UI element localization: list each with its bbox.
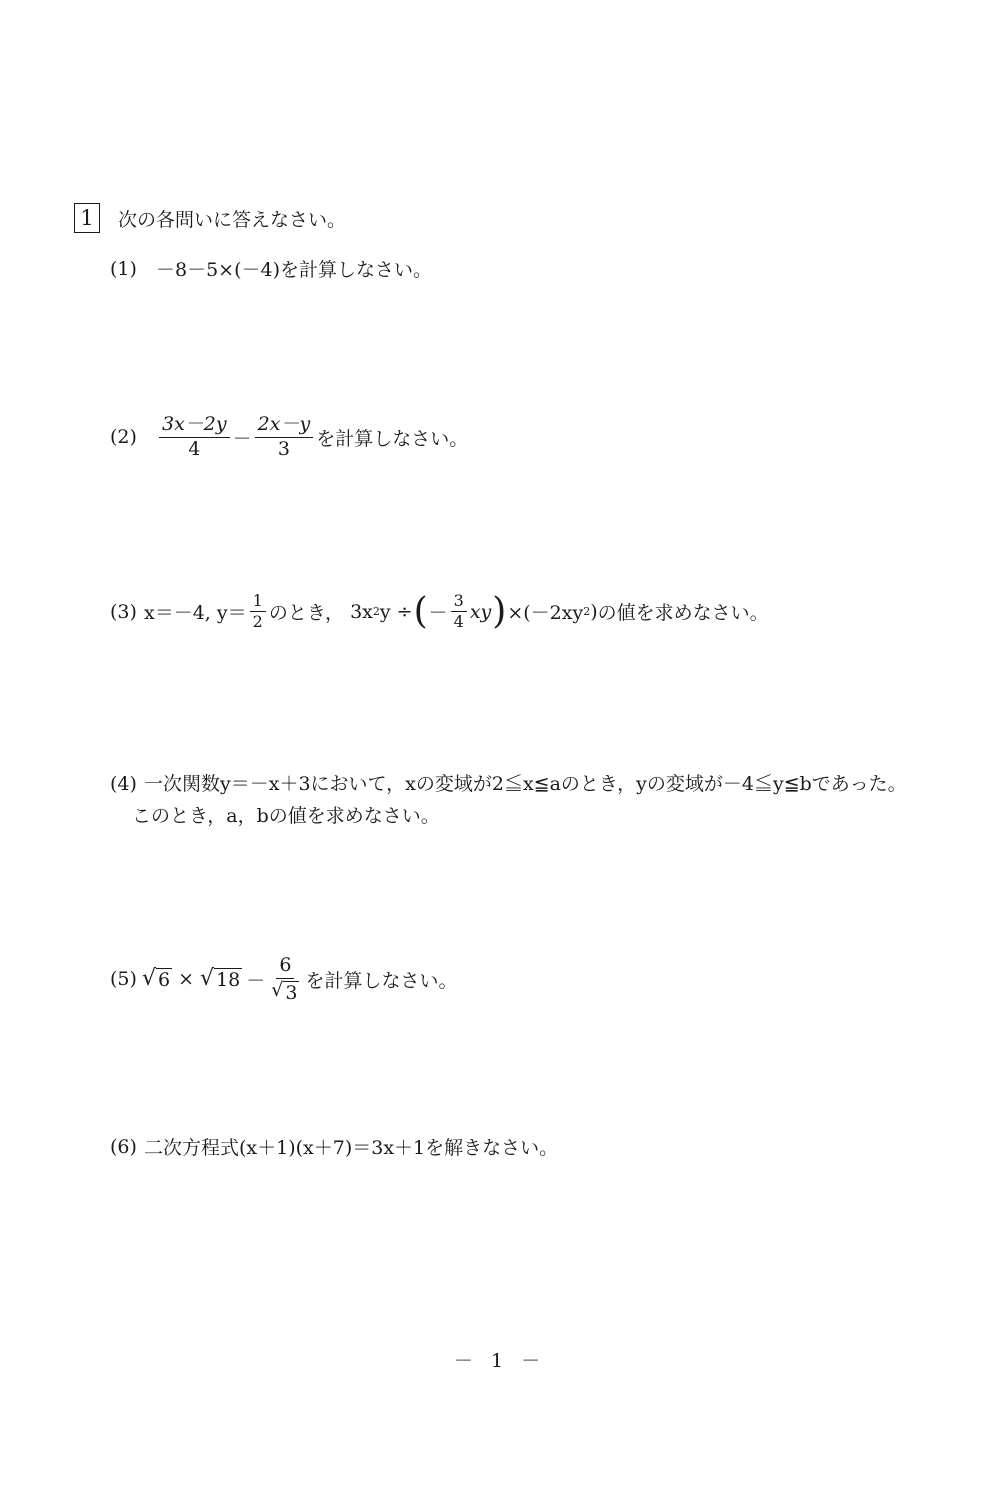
- radicand: 3: [285, 981, 298, 1004]
- term-1b: y ÷: [379, 600, 413, 623]
- question-label: (4): [110, 773, 137, 795]
- question-label: (3): [110, 600, 137, 623]
- question-text: を計算しなさい。: [305, 969, 458, 992]
- question-label: (2): [110, 426, 137, 449]
- page-number: － 1 －: [453, 1350, 547, 1372]
- fraction-denominator: 2: [252, 612, 263, 632]
- question-text-line-1: 一次関数y＝－x＋3において，xの変域が2≦x≦aのとき，yの変域が－4≦y≦bであった。: [144, 773, 907, 795]
- question-text: の値を求めなさい。: [597, 602, 769, 625]
- left-paren: (: [413, 590, 428, 632]
- minus-sign: －: [232, 427, 252, 450]
- question-label: (5): [110, 968, 137, 991]
- sqrt-3: [271, 978, 299, 1004]
- radical-icon: √: [271, 978, 284, 1001]
- question-4: [110, 768, 907, 832]
- question-2: [110, 414, 468, 461]
- section-instruction: 次の各問いに答えなさい。: [118, 208, 347, 231]
- question-label: (6): [110, 1135, 137, 1158]
- root-fraction: [268, 955, 302, 1004]
- question-6: [110, 1133, 558, 1160]
- question-text-line-2: このとき，a，bの値を求めなさい。: [132, 805, 440, 827]
- fraction-denominator: 3: [277, 437, 290, 460]
- exponent: 2: [372, 605, 380, 619]
- fraction-numerator: 1: [250, 592, 266, 612]
- condition-text: x＝－4, y＝: [144, 602, 247, 625]
- term-1: 3x: [350, 600, 373, 623]
- fraction-numerator: 2x－y: [255, 414, 314, 438]
- times-sign: ×: [178, 968, 195, 991]
- coefficient-fraction: [451, 592, 467, 632]
- question-1: [110, 255, 432, 282]
- fraction-denominator: [268, 979, 302, 1004]
- fraction-1: [159, 414, 230, 461]
- question-text: を計算しなさい。: [316, 427, 469, 450]
- fraction-numerator: 6: [276, 955, 294, 979]
- section-header: [74, 203, 346, 233]
- right-paren: ): [492, 590, 507, 632]
- question-text: 二次方程式(x＋1)(x＋7)＝3x＋1を解きなさい。: [144, 1137, 559, 1159]
- fraction-numerator: 3: [451, 592, 467, 612]
- question-text: を計算しなさい。: [280, 259, 433, 281]
- minus-sign: －: [246, 969, 266, 992]
- toki-text: のとき，: [268, 602, 345, 625]
- times-term: ×(－2xy: [507, 602, 584, 625]
- xy-term: xy: [469, 600, 492, 623]
- radicand: 18: [216, 968, 241, 991]
- question-label: (1): [110, 257, 137, 280]
- radicand: 6: [158, 968, 171, 991]
- question-5: [110, 955, 458, 1004]
- y-fraction: [250, 592, 266, 632]
- question-expression: －8－5×(－4): [156, 259, 281, 281]
- exponent: 2: [583, 605, 591, 619]
- fraction-numerator: 3x－2y: [159, 414, 230, 438]
- radical-icon: √: [142, 965, 157, 991]
- negative-sign: －: [428, 602, 448, 625]
- section-number: 1: [74, 203, 100, 233]
- fraction-denominator: 4: [188, 437, 201, 460]
- question-3: [110, 592, 769, 632]
- fraction-2: [255, 414, 314, 461]
- sqrt-6: [142, 965, 172, 991]
- close-paren: ): [590, 600, 598, 623]
- radical-icon: √: [200, 965, 215, 991]
- sqrt-18: [200, 965, 242, 991]
- fraction-denominator: 4: [453, 612, 464, 632]
